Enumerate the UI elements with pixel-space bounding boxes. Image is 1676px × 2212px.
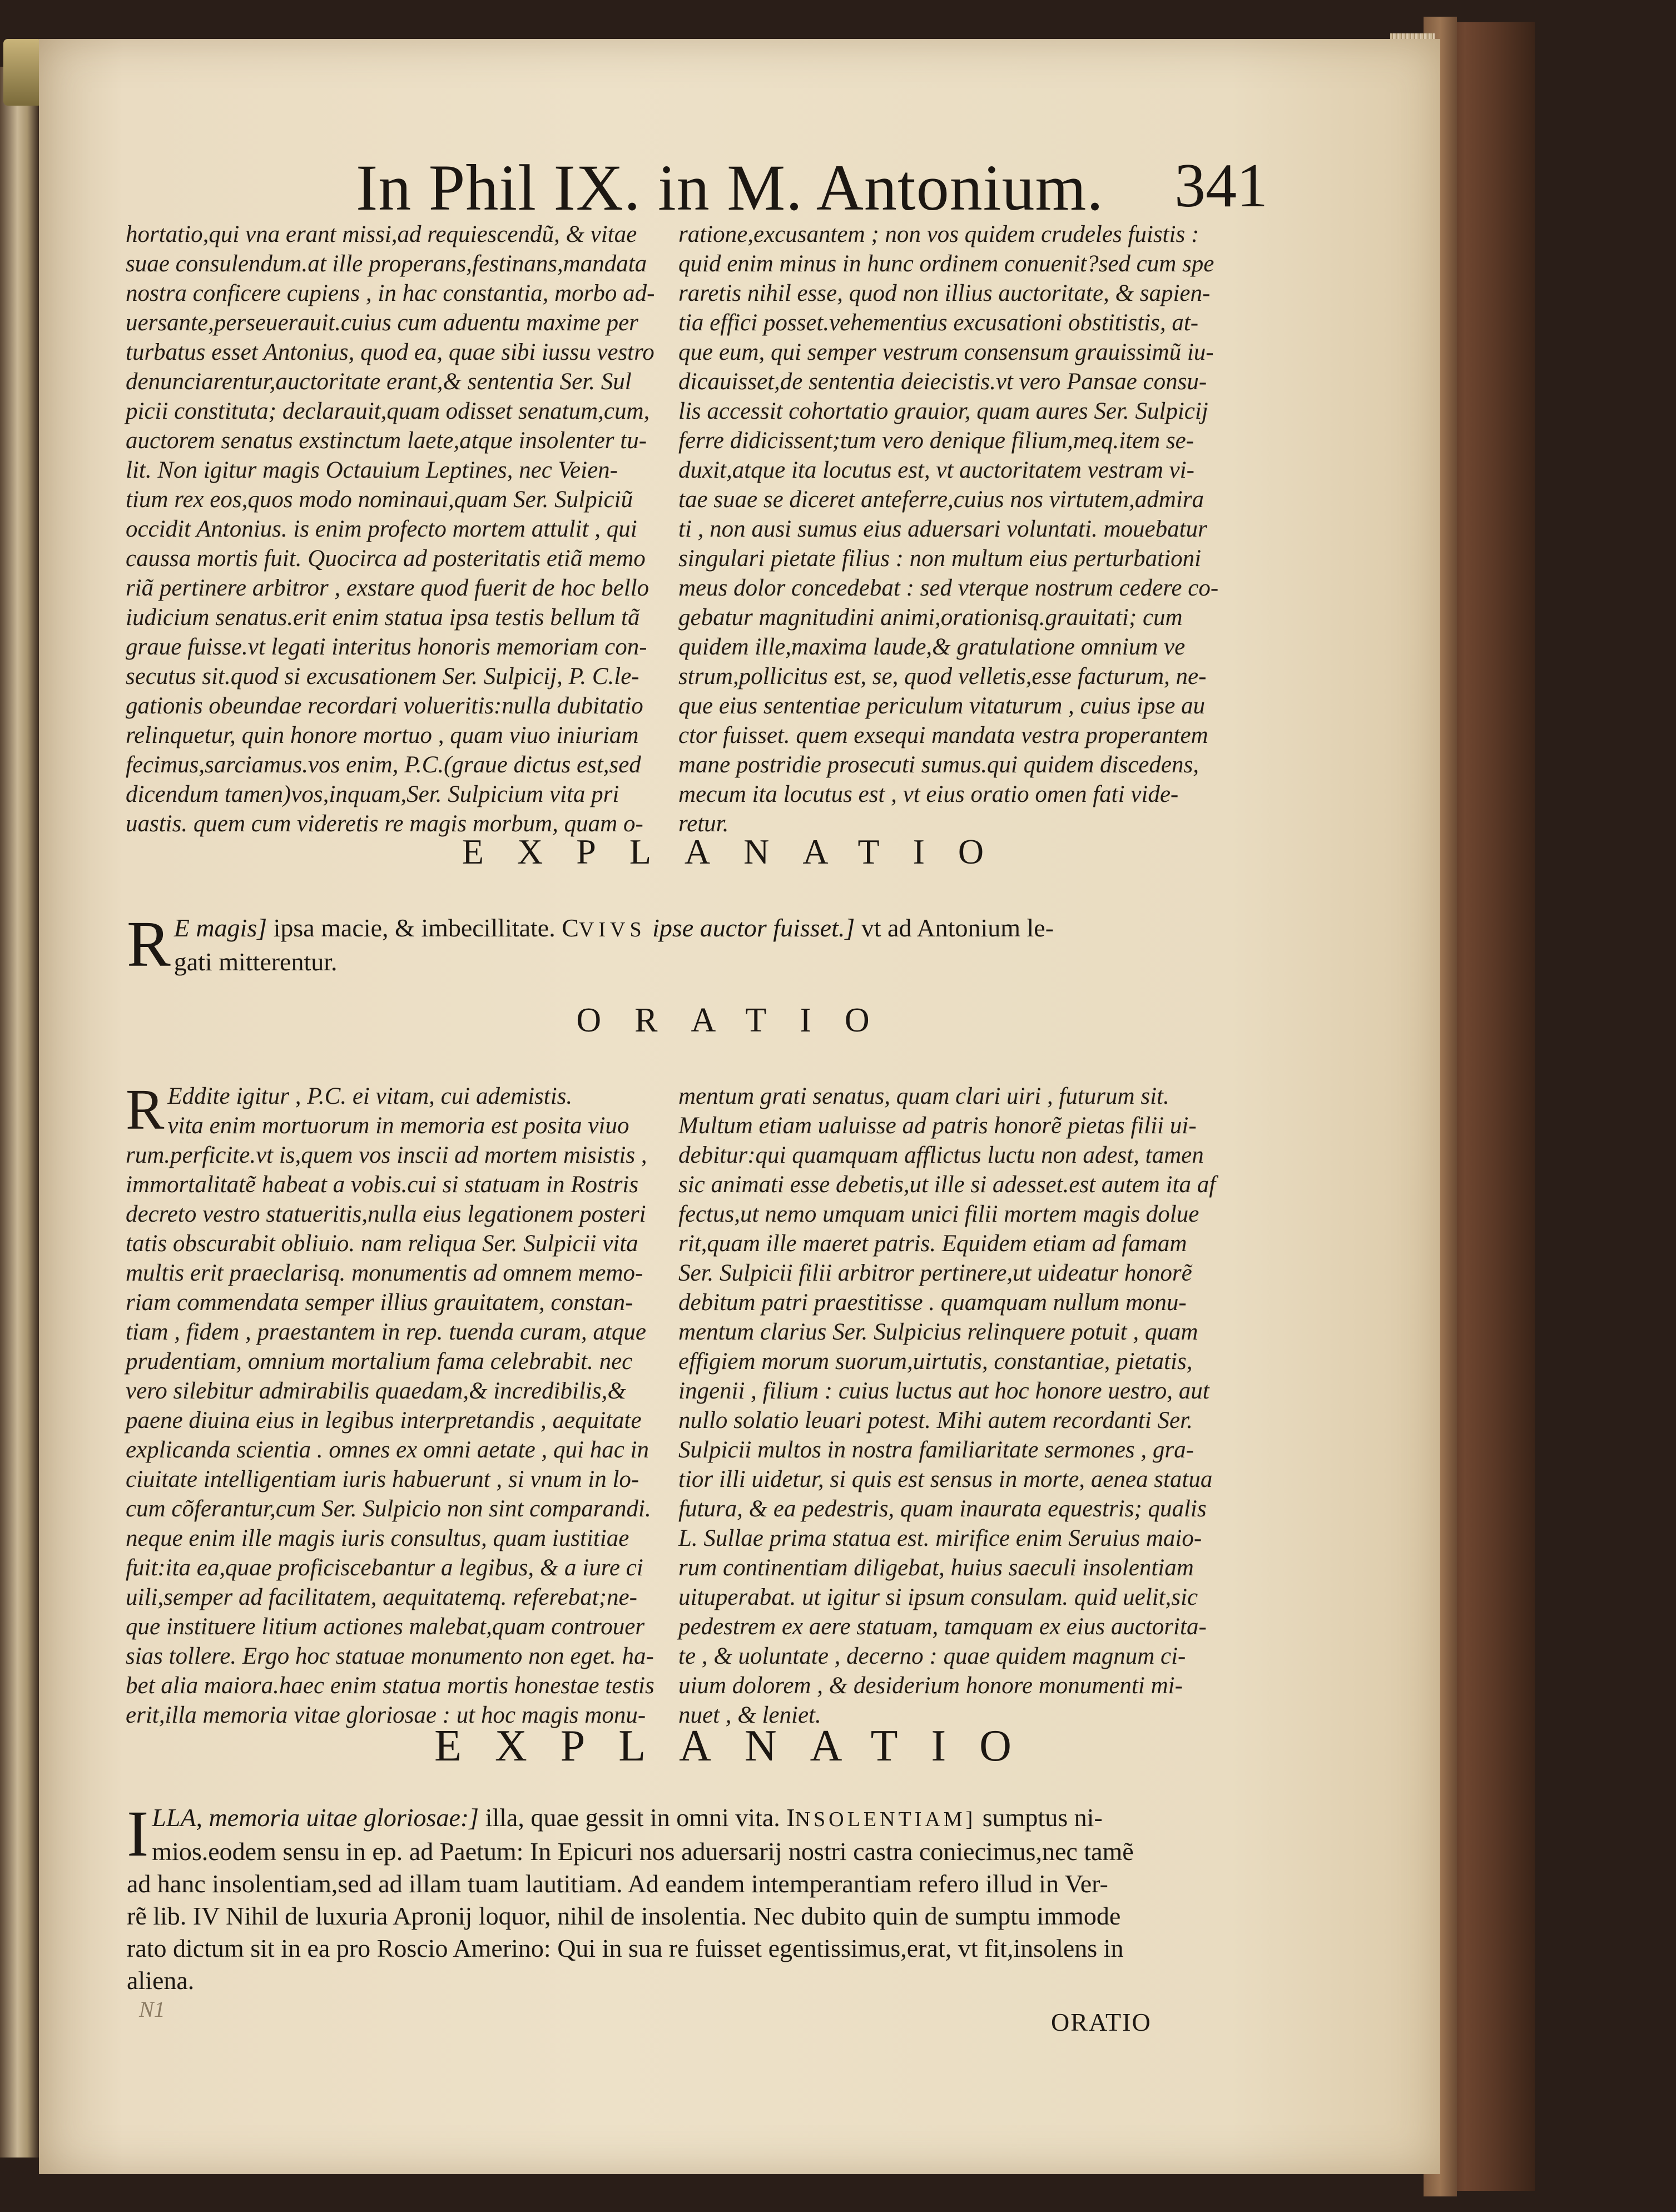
gloss: ipsa macie, & imbecillitate. C (267, 914, 579, 942)
gloss: vt ad Antonium le- (855, 914, 1054, 942)
text-line: duxit,atque ita locutus est, vt auctoritatem vestram vi- (678, 457, 1194, 483)
text-line: nullo solatio leuari potest. Mihi autem recordanti Ser. (678, 1407, 1193, 1434)
text-line: bet alia maiora.haec enim statua mortis honestae testis (126, 1673, 654, 1699)
text-line: immortalitatẽ habeat a vobis.cui si statuam in Rostris (126, 1172, 639, 1198)
gloss-line: ad hanc insolentiam,sed ad illam tuam lautitiam. Ad eandem intemperantiam refero illud in Ver- (127, 1869, 1108, 1898)
lemma: LLA, memoria uitae gloriosae:] (152, 1803, 479, 1832)
text-line: rum continentiam diligebat, huius saeculi insolentiam (678, 1555, 1194, 1581)
text-line: lit. Non igitur magis Octauium Leptines, nec Veien- (126, 457, 618, 483)
text-line: iudicium senatus.erit enim statua ipsa testis bellum tã (126, 604, 640, 631)
text-line: uium dolorem , & desiderium honore monumenti mi- (678, 1673, 1183, 1699)
text-line: suae consulendum.at ille properans,festinans,mandata (126, 251, 647, 277)
text-line: neque enim ille magis iuris consultus, quam iustitiae (126, 1525, 629, 1551)
top-left-column (126, 220, 655, 837)
text-line: tium rex eos,quos modo nominaui,quam Ser. Sulpiciũ (126, 487, 633, 513)
book-clasp (3, 39, 42, 106)
text-line: que instituere litium actiones malebat,quam controuer (126, 1614, 645, 1640)
text-line: cum cõferantur,cum Ser. Sulpicio non sint comparandi. (126, 1496, 651, 1522)
text-line: gationis obeundae recordari volueritis:nulla dubitatio (126, 693, 643, 719)
text-line: sias tollere. Ergo hoc statuae monumento non eget. ha- (126, 1643, 654, 1669)
text-line: sic animati esse debetis,ut ille si adesset.est autem ita af (678, 1172, 1216, 1198)
text-line: graue fuisse.vt legati interitus honoris memoriam con- (126, 634, 647, 660)
text-line: debitum patri praestitisse . quamquam nullum monu- (678, 1289, 1187, 1316)
text-line: mentum clarius Ser. Sulpicius relinquere potuit , quam (678, 1319, 1198, 1345)
text-line: tae suae se diceret anteferre,cuius nos virtutem,admira (678, 487, 1204, 513)
text-line: uituperabat. ut igitur si ipsum consulam. quid uelit,sic (678, 1584, 1198, 1610)
text-line: ingenii , filium : cuius luctus aut hoc honore uestro, aut (678, 1378, 1209, 1404)
text-line: prudentiam, omnium mortalium fama celebrabit. nec (126, 1348, 633, 1375)
text-line: caussa mortis fuit. Quocirca ad posteritatis etiã memo (126, 545, 646, 572)
text-line: riã pertinere arbitror , exstare quod fuerit de hoc bello (126, 575, 649, 601)
text-line: que eum, qui semper vestrum consensum grauissimũ iu- (678, 339, 1214, 365)
catchword: ORATIO (1051, 2008, 1152, 2036)
text-line: secutus sit.quod si excusationem Ser. Sulpicij, P. C.le- (126, 663, 639, 690)
text-line: ctor fuisset. quem exsequi mandata vestra properantem (678, 722, 1208, 748)
top-right-column (678, 220, 1234, 837)
drop-cap: R (126, 1078, 165, 1142)
text-line: tiam , fidem , praestantem in rep. tuenda curam, atque (126, 1319, 646, 1345)
gloss: illa, quae gessit in omni vita. I (479, 1803, 795, 1832)
text-line: singulari pietate filius : non multum eius perturbationi (678, 545, 1202, 572)
gloss-line: rẽ lib. IV Nihil de luxuria Apronij loquor, nihil de insolentia. Nec dubito quin de sumptu immode (127, 1902, 1121, 1930)
text-line: mane postridie prosecuti sumus.qui quidem discedens, (678, 752, 1199, 778)
lemma-caps: NSOLENTIAM] (795, 1808, 976, 1831)
text-line: denunciarentur,auctoritate erant,& sententia Ser. Sul (126, 369, 632, 395)
text-line: Sulpicii multos in nostra familiaritate sermones , gra- (678, 1437, 1194, 1463)
previous-page-edge (0, 67, 39, 2158)
text-line: tatis obscurabit obliuio. nam reliqua Ser. Sulpicii vita (126, 1231, 638, 1257)
gloss: sumptus ni- (976, 1803, 1103, 1832)
text-line: dicendum tamen)vos,inquam,Ser. Sulpicium vita pri (126, 781, 619, 807)
lemma: ipse auctor fuisset.] (646, 914, 855, 942)
text-line: uastis. quem cum videretis re magis morbum, quam o- (126, 811, 643, 837)
text-line: fuit:ita ea,quae proficiscebantur a legibus, & a iure ci (126, 1555, 643, 1581)
text-line: futura, & ea pedestris, quam inaurata equestris; qualis (678, 1496, 1207, 1522)
text-line: rit,quam ille maeret patris. Equidem etiam ad famam (678, 1231, 1187, 1257)
text-line: explicanda scientia . omnes ex omni aetate , qui hac in (126, 1437, 649, 1463)
text-line: ratione,excusantem ; non vos quidem crudeles fuistis : (678, 221, 1199, 247)
text-line: te , & uoluntate , decerno : quae quidem magnum ci- (678, 1643, 1186, 1669)
text-line: Ser. Sulpicii filii arbitror pertinere,ut uideatur honorẽ (678, 1260, 1192, 1286)
text-line: turbatus esset Antonius, quod ea, quae sibi iussu vestro (126, 339, 654, 365)
text-line: lis accessit cohortatio grauior, quam aures Ser. Sulpicij (678, 398, 1208, 424)
text-line: decreto vestro statueritis,nulla eius legationem posteri (126, 1201, 646, 1227)
text-line: raretis nihil esse, quod non illius auctoritate, & sapien- (678, 280, 1211, 306)
text-line: pedestrem ex aere statuam, tamquam ex eius auctorita- (678, 1614, 1207, 1640)
text-line: quidem ille,maxima laude,& gratulatione omnium ve (678, 634, 1186, 660)
drop-cap: I (127, 1797, 149, 1870)
text-line: que eius sententiae periculum vitaturum , cuius ipse au (678, 693, 1206, 719)
text-line: vita enim mortuorum in memoria est posita viuo (167, 1113, 629, 1139)
gloss-line: aliena. (127, 1966, 195, 1995)
text-line: auctorem senatus exstinctum laete,atque insolenter tu- (126, 428, 647, 454)
running-head: In Phil IX. in M. Antonium. (356, 151, 1104, 224)
page-number: 341 (1174, 151, 1268, 220)
text-line: paene diuina eius in legibus interpretandis , aequitate (126, 1407, 642, 1434)
text-line: ciuitate intelligentiam iuris habuerunt , si vnum in lo- (126, 1466, 639, 1492)
text-line: relinquetur, quin honore mortuo , quam viuo iniuriam (126, 722, 639, 748)
text-line: multis erit praeclarisq. monumentis ad omnem memo- (126, 1260, 643, 1286)
signature-mark: N1 (139, 1997, 165, 2022)
text-line: effigiem morum suorum,uirtutis, constantiae, pietatis, (678, 1348, 1193, 1375)
text-line: occidit Antonius. is enim profecto mortem attulit , qui (126, 516, 637, 542)
first-line: Eddite igitur , P.C. ei vitam, cui ademistis. (167, 1083, 573, 1109)
oratio-heading: ORATIO (576, 1001, 903, 1039)
text-line: strum,pollicitus est, se, quod velletis,esse facturum, ne- (678, 663, 1207, 690)
text-line: uili,semper ad facilitatem, aequitatemq. referebat;ne- (126, 1584, 637, 1610)
bottom-left-column (126, 1078, 665, 1728)
text-line: vero silebitur admirabilis quaedam,& incredibilis,& (126, 1378, 626, 1404)
text-line: nuet , & leniet. (678, 1702, 821, 1728)
text-line: mecum ita locutus est , vt eius oratio omen fati vide- (678, 781, 1179, 807)
text-line: mentum grati senatus, quam clari uiri , futurum sit. (678, 1083, 1169, 1109)
bottom-right-column (678, 1082, 1234, 1728)
text-line: erit,illa memoria vitae gloriosae : ut hoc magis monu- (126, 1702, 646, 1728)
gloss-line: rato dictum sit in ea pro Roscio Amerino: Qui in sua re fuisset egentissimus,erat, vt fit,insolens in (127, 1934, 1124, 1962)
text-line: tior illi uidetur, si quis est sensus in morte, aenea statua (678, 1466, 1213, 1492)
drop-cap: R (127, 907, 171, 980)
explanatio-paragraph (127, 907, 1183, 984)
gloss-line: mios.eodem sensu in ep. ad Paetum: In Epicuri nos aduersarij nostri castra coniecimus,nec tamẽ (152, 1837, 1134, 1866)
text-line: rum.perficite.vt is,quem vos inscii ad mortem misistis , (126, 1142, 647, 1168)
text-line: uersante,perseuerauit.cuius cum aduentu maxime per (126, 310, 638, 336)
lemma-caps: VIVS (578, 918, 646, 941)
text-line: fectus,ut nemo umquam unici filii mortem magis dolue (678, 1201, 1199, 1227)
gloss-line: gati mitterentur. (173, 948, 338, 976)
explanatio-heading: EXPLANATIO (434, 1722, 1045, 1770)
text-line: ferre didicissent;tum vero denique filium,meq.item se- (678, 428, 1194, 454)
text-line: hortatio,qui vna erant missi,ad requiescendũ, & vitae (126, 221, 637, 247)
text-line: tia effici posset.vehementius excusationi obstitistis, at- (678, 310, 1199, 336)
text-line: gebatur magnitudini animi,orationisq.grauitati; cum (678, 604, 1183, 631)
text-line: dicauisset,de sententia deiecistis.vt vero Pansae consu- (678, 369, 1207, 395)
text-line: meus dolor concedebat : sed vterque nostrum cedere co- (678, 575, 1219, 601)
text-line: debitur:qui quamquam afflictus luctu non adest, tamen (678, 1142, 1204, 1168)
text-line: ti , non ausi sumus eius aduersari voluntati. mouebatur (678, 516, 1207, 542)
text-line: nostra conficere cupiens , in hac constantia, morbo ad- (126, 280, 655, 306)
text-line: L. Sullae prima statua est. mirifice enim Seruius maio- (678, 1525, 1202, 1551)
text-line: retur. (678, 811, 729, 837)
text-line: fecimus,sarciamus.vos enim, P.C.(graue dictus est,sed (126, 752, 641, 778)
explanatio-heading: EXPLANATIO (462, 832, 1018, 871)
text-line: Multum etiam ualuisse ad patris honorẽ pietas filii ui- (678, 1113, 1197, 1139)
lemma: E magis] (173, 914, 267, 942)
text-line: quid enim minus in hunc ordinem conuenit?sed cum spe (678, 251, 1214, 277)
text-line: picii constituta; declarauit,quam odisset senatum,cum, (126, 398, 650, 424)
text-line: riam commendata semper illius grauitatem, constan- (126, 1289, 633, 1316)
explanatio-paragraph (127, 1797, 1217, 1995)
